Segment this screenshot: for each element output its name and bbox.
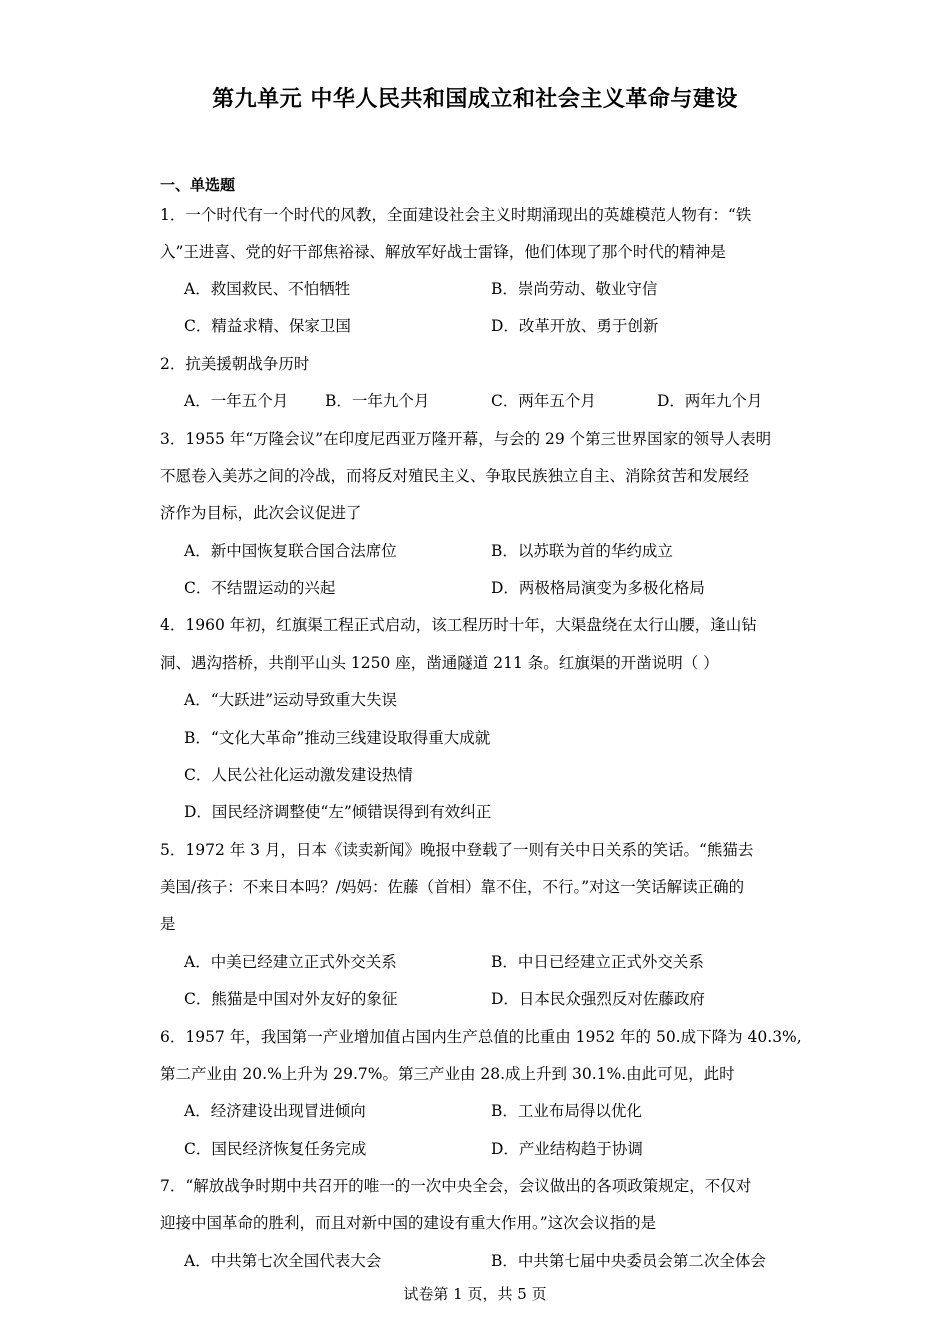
question-5-line-3: 是: [160, 915, 176, 933]
question-3-option-d: D．两极格局演变为多极化格局: [491, 579, 705, 597]
question-7-line-1: 7．“解放战争时期中共召开的唯一的一次中央全会，会议做出的各项政策规定，不仅对: [160, 1177, 752, 1195]
question-2-option-b: B．一年九个月: [325, 392, 430, 410]
page-title: 第九单元 中华人民共和国成立和社会主义革命与建设: [212, 87, 738, 112]
question-6-line-2: 第二产业由 20.%上升为 29.7%。第三产业由 28.成上升到 30.1%.由此可见，此时: [160, 1065, 735, 1083]
question-5-option-b: B．中日已经建立正式外交关系: [491, 953, 704, 971]
question-4-line-1: 4．1960 年初，红旗渠工程正式启动，该工程历时十年，大渠盘绕在太行山腰，逢山钻: [160, 616, 757, 634]
question-4-option-d: D．国民经济调整使“左”倾错误得到有效纠正: [184, 803, 492, 821]
question-3-option-b: B．以苏联为首的华约成立: [491, 542, 673, 560]
question-2-option-c: C．两年五个月: [491, 392, 596, 410]
question-1-option-d: D．改革开放、勇于创新: [491, 317, 659, 335]
question-5-option-d: D．日本民众强烈反对佐藤政府: [491, 990, 705, 1008]
question-5-option-c: C．熊猫是中国对外友好的象征: [184, 990, 398, 1008]
question-3-line-2: 不愿卷入美苏之间的冷战，而将反对殖民主义、争取民族独立自主、消除贫苦和发展经: [160, 467, 750, 485]
question-3-option-c: C．不结盟运动的兴起: [184, 579, 336, 597]
question-3-option-a: A．新中国恢复联合国合法席位: [184, 542, 397, 560]
question-6-option-b: B．工业布局得以优化: [491, 1102, 642, 1120]
question-6-line-1: 6．1957 年，我国第一产业增加值占国内生产总值的比重由 1952 年的 50.成下降为 40.3%,: [160, 1028, 802, 1046]
question-4-option-c: C．人民公社化运动激发建设热情: [184, 766, 413, 784]
section-heading: 一、单选题: [160, 176, 236, 194]
question-1-line-1: 1．一个时代有一个时代的风教，全面建设社会主义时期涌现出的英雄模范人物有：“铁: [160, 206, 752, 224]
question-7-line-2: 迎接中国革命的胜利，而且对新中国的建设有重大作用。”这次会议指的是: [160, 1214, 657, 1232]
question-1-option-c: C．精益求精、保家卫国: [184, 317, 351, 335]
question-7-option-a: A．中共第七次全国代表大会: [184, 1252, 382, 1270]
question-1-line-2: 入”王进喜、党的好干部焦裕禄、解放军好战士雷锋，他们体现了那个时代的精神是: [160, 243, 726, 261]
question-6-option-d: D．产业结构趋于协调: [491, 1140, 643, 1158]
question-2-option-d: D．两年九个月: [657, 392, 763, 410]
question-3-line-3: 济作为目标，此次会议促进了: [160, 504, 362, 522]
question-6-option-c: C．国民经济恢复任务完成: [184, 1140, 367, 1158]
question-1-option-b: B．崇尚劳动、敬业守信: [491, 280, 658, 298]
question-6-option-a: A．经济建设出现冒进倾向: [184, 1102, 366, 1120]
question-4-line-2: 洞、遇沟搭桥，共削平山头 1250 座，凿通隧道 211 条。红旗渠的开凿说明（ ）: [160, 654, 719, 672]
question-1-option-a: A．救国救民、不怕牺牲: [184, 280, 351, 298]
question-4-option-a: A．“大跃进”运动导致重大失误: [184, 691, 398, 709]
question-5-line-1: 5．1972 年 3 月，日本《读卖新闻》晚报中登载了一则有关中日关系的笑话。“熊猫去: [160, 841, 754, 859]
question-5-option-a: A．中美已经建立正式外交关系: [184, 953, 397, 971]
page-footer: 试卷第 1 页，共 5 页: [403, 1285, 547, 1303]
question-2-line-1: 2．抗美援朝战争历时: [160, 355, 310, 373]
question-5-line-2: 美国/孩子：不来日本吗？/妈妈：佐藤（首相）靠不住，不行。”对这一笑话解读正确的: [160, 878, 745, 896]
question-7-option-b: B．中共第七届中央委员会第二次全体会: [491, 1252, 766, 1270]
question-3-line-1: 3．1955 年“万隆会议”在印度尼西亚万隆开幕，与会的 29 个第三世界国家的领导人表明: [160, 430, 772, 448]
question-4-option-b: B．“文化大革命”推动三线建设取得重大成就: [184, 729, 491, 747]
question-2-option-a: A．一年五个月: [184, 392, 289, 410]
